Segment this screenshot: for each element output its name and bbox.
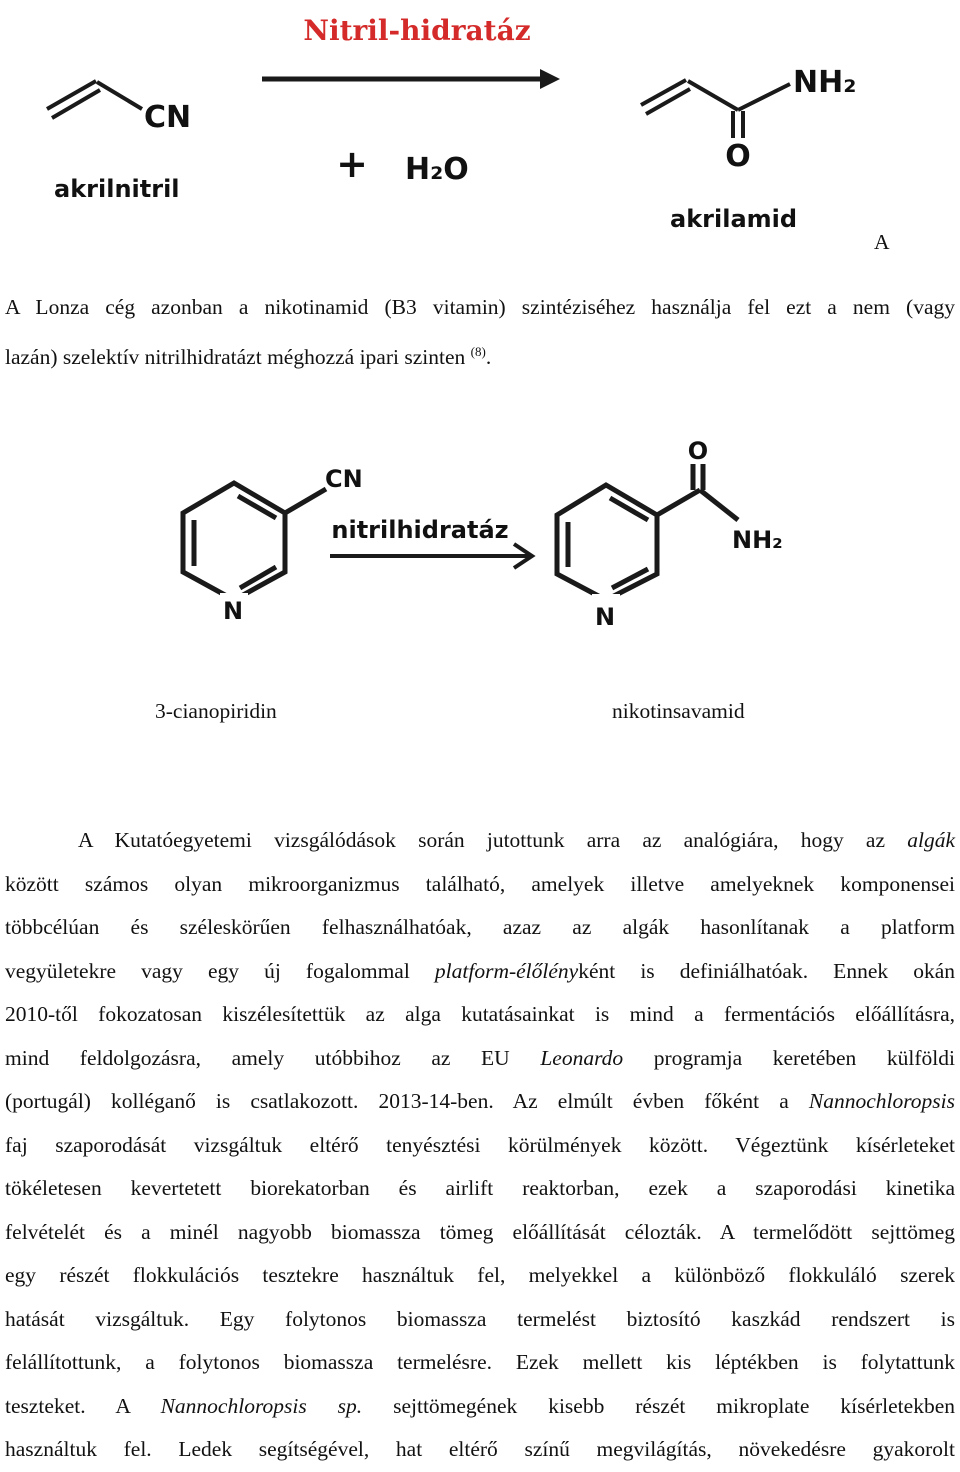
paragraph-line: többcélúan és széleskörűen felhasználhatóak, azaz az algák hasonlítanak a platform <box>5 915 955 939</box>
paragraph-line: vegyületekre vagy egy új fogalommal platform-élőlényként is definiálhatóak. Ennek okán <box>5 958 955 983</box>
reaction-arrow <box>262 69 560 89</box>
paragraph-line: teszteket. A Nannochloropsis sp. sejttömegének kisebb részét mikroplate kísérletekben <box>5 1393 955 1418</box>
water-label: H₂O <box>405 152 469 187</box>
carbonyl-oxygen-label-2: O <box>687 437 709 465</box>
ring-nitrogen-label: N <box>222 597 244 625</box>
paragraph-line: között számos olyan mikroorganizmus található, amelyek illetve amelyeknek komponensei <box>5 871 955 896</box>
amine-group-label: NH₂ <box>793 65 857 100</box>
stray-letter: A <box>874 230 890 254</box>
cyanopyridine-structure <box>183 483 326 600</box>
enzyme-label: Nitril-hidratáz <box>303 14 531 47</box>
paragraph-line: A Lonza cég azonban a nikotinamid (B3 vitamin) szintéziséhez használja fel ezt a nem (vagy <box>5 295 955 319</box>
caption-3-cyanopyridine: 3-cianopiridin <box>155 699 277 723</box>
amine-group-label-2: NH₂ <box>732 526 783 554</box>
ring-nitrogen-label-2: N <box>594 603 616 631</box>
cyano-group-label: CN <box>325 465 363 493</box>
paragraph-line: felállítottunk, a folytonos biomassza termelésre. Ezek mellett kis léptékben is folytattunk <box>5 1350 955 1374</box>
nicotinamide-structure <box>557 464 738 600</box>
paragraph-line: A Kutatóegyetemi vizsgálódások során jutottunk arra az analógiára, hogy az algák <box>78 828 955 852</box>
reaction-arrow-2 <box>330 544 532 568</box>
paragraph-line: (portugál) kolléganő is csatlakozott. 2013-14-ben. Az elmúlt évben főként a Nannochloropsis <box>5 1089 955 1113</box>
product-name: akrilamid <box>670 205 798 233</box>
reaction-scheme-acrylamide <box>0 0 960 250</box>
acrylonitrile-structure <box>47 81 142 118</box>
paragraph-line: mind feldolgozásra, amely utóbbihoz az EU Leonardo programja keretében külföldi <box>5 1045 955 1070</box>
reaction-scheme-nicotinamide <box>0 430 960 650</box>
nitrile-group-label: CN <box>144 100 192 135</box>
paragraph-line: lazán) szelektív nitrilhidratázt méghozzá ipari szinten $^{(8)}$. <box>5 343 492 369</box>
enzyme-label-2: nitrilhidratáz <box>331 516 509 544</box>
paragraph-line: egy részét flokkulációs tesztekre használtuk fel, melyekkel a különböző flokkuláló szerek <box>5 1263 955 1287</box>
caption-nicotinamide: nikotinsavamid <box>612 699 745 723</box>
paragraph-line: 2010-től fokozatosan kiszélesítettük az alga kutatásainkat is mind a fermentációs előállításra, <box>5 1002 955 1026</box>
paragraph-line: hatását vizsgáltuk. Egy folytonos biomassza termelést biztosító kaszkád rendszert is <box>5 1306 955 1331</box>
paragraph-line: faj szaporodását vizsgáltuk eltérő tenyésztési körülmények között. Végeztünk kísérleteket <box>5 1132 955 1157</box>
carbonyl-oxygen-label: O <box>725 139 751 174</box>
acrylamide-structure <box>641 80 790 138</box>
paragraph-lonza <box>5 286 955 379</box>
paragraph-line: felvételét és a minél nagyobb biomassza tömeg előállítását célozták. A termelődött sejttömeg <box>5 1219 955 1244</box>
paragraph-algae-research <box>5 819 955 1472</box>
reactant-name: akrilnitril <box>54 175 180 203</box>
paragraph-line: tökéletesen kevertetett biorekatorban és airlift reaktorban, ezek a szaporodási kinetika <box>5 1176 955 1200</box>
plus-sign: + <box>336 142 368 186</box>
reference-number: (8) <box>470 343 486 359</box>
paragraph-line: használtuk fel. Ledek segítségével, hat eltérő színű megvilágítás, növekedésre gyakorolt <box>5 1437 955 1461</box>
